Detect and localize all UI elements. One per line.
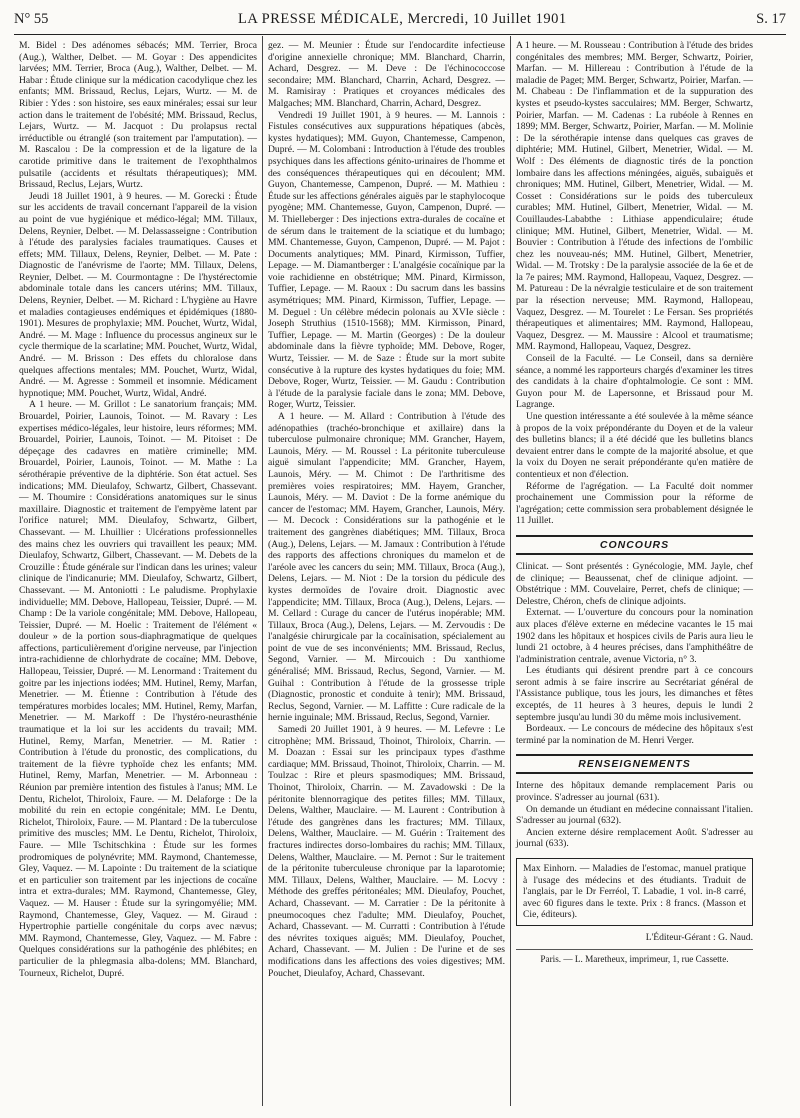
renseignements-heading: RENSEIGNEMENTS — [516, 754, 753, 774]
book-advertisement: Max Einhorn. — Maladies de l'estomac, manuel pratique à l'usage des médecins et des étudiants. Traduit de l'anglais, par le Dr Ferréol, T. Labadie, 1 vol. in-8 carré, avec 60 figures dans le texte. Prix : 8 francs. (Masson et Cie, éditeurs). — [523, 863, 746, 921]
printer-imprint: Paris. — L. Maretheux, imprimeur, 1, rue Cassette. — [516, 949, 753, 964]
classified-ad: Ancien externe désire remplacement Août. S'adresser au journal (633). — [516, 826, 753, 850]
thesis-list-paragraph: gez. — M. Meunier : Étude sur l'endocardite infectieuse d'origine annexielle chronique; MM. Blanchard, Charrin, Achard, Desgrez. — M. Deve : De l'échinococcose secondaire; MM. Blanchard, Charrin, Achard, Desgrez. — M. Ramisiray : Pratiques et croyances médicales des Malgaches; MM. Blanchard, Charrin, Achard, Desgrez. — [268, 40, 505, 109]
classified-ad: Interne des hôpitaux demande remplacement Paris ou province. S'adresser au journal (631). — [516, 780, 753, 804]
page-header — [14, 6, 786, 28]
thesis-list-paragraph: M. Bidel : Des adénomes sébacés; MM. Terrier, Broca (Aug.), Walther, Delbet. — M. Goyar : Des appendicites larvées; MM. Terrier, Broca (Aug.), Walther, Delbet. — M. Habar : Étude clinique sur la médication cacodylique chez les enfants; MM. Brissaud, Reclus, Lejars, Wurtz. — M. de Ribier : Ydes : son histoire, ses eaux minérales; essai sur leur action dans le traitement de l'obésité; MM. Brissaud, Reclus, Lejars, Wurtz. — M. Jacquot : Du prolapsus rectal irréductible ou étranglé (son traitement par l'amputation). — M. Rascalou : De la compression et de la ligature de la carotide primitive dans le traitement de l'exophthalmos pulsatile (accidents et résultats thérapeutiques); MM. Brissaud, Reclus, Lejars, Wurtz. — [19, 40, 257, 191]
page-reference: S. 17 — [756, 11, 786, 27]
column-1 — [14, 36, 262, 1106]
columns — [14, 36, 786, 1106]
thesis-list-paragraph: A 1 heure. — M. Rousseau : Contribution à l'étude des brides congénitales des membres; MM. Berger, Schwartz, Poirier, Marfan. — M. Hillereau : Contribution à l'étude de la maladie de Paget; MM. Berger, Schwartz, Poirier, Marfan. — M. Chabeau : De l'inflammation et de la suppuration des kystes et pseudo-kystes sacculaires; MM. Berger, Schwartz, Poirier, Marfan. — M. Cadenas : La rubéole à Rennes en 1899; MM. Berger, Schwartz, Poirier, Marfan. — M. Molinie : De la sérothérapie intense dans quelques cas graves de diphtérie; MM. Hutinel, Gilbert, Menetrier, Widal. — M. Wolf : Des éléments de diagnostic tirés de la ponction lombaire dans les affections méningées, aiguës, subaiguës et chroniques; MM. Hutinel, Gilbert, Menetrier, Widal. — M. Cosset : Considérations sur le poids des tuberculeux curables; MM. Hutinel, Gilbert, Menetrier, Widal. — M. Couillaudes-Lababthe : Lithiase appendiculaire; étude clinique; MM. Hutinel, Gilbert, Menetrier, Widal. — M. Bouvier : Contribution à l'étude des infections de l'ombilic chez les nouveau-nés; MM. Hutinel, Gilbert, Menetrier, Widal. — M. Trotsky : De la paralysie associée de la 6e et de la 7e paires; MM. Raymond, Hallopeau, Vaquez, Desgrez. — M. Patureau : De la névralgie testiculaire et de son traitement par la résection nerveuse; MM. Raymond, Hallopeau, Vaquez, Desgrez. — M. Tourelet : Le Fersan. Ses propriétés thérapeutiques et alimentaires; MM. Raymond, Hallopeau, Vaquez, Desgrez. — M. Maussire : Alcool et traumatisme; MM. Raymond, Hallopeau, Vaquez, Desgrez. — [516, 40, 753, 353]
concours-heading: CONCOURS — [516, 535, 753, 555]
masthead-title: LA PRESSE MÉDICALE, Mercredi, 10 Juillet 1901 — [237, 11, 567, 27]
concours-paragraph: Externat. — L'ouverture du concours pour la nomination aux places d'élève externe en médecine vacantes le 15 mai 1902 dans les hôpitaux et hospices civils de Paris aura lieu le lundi 21 octobre, à 4 heures précises, dans l'amphithéâtre de l'administration centrale, avenue Victoria, n° 3. — [516, 607, 753, 665]
faculty-council-paragraph: Une question intéressante a été soulevée à la même séance à propos de la voix prépondérante du Doyen et de la valeur des bulletins blancs; il a été décidé que les bulletins blancs devaient entrer dans le compte de la majorité absolue, et que la voix du Doyen ne serait prépondérante qu'en matière de contentieux et non d'élection. — [516, 411, 753, 480]
faculty-council-paragraph: Conseil de la Faculté. — Le Conseil, dans sa dernière séance, a nommé les rapporteurs chargés d'examiner les titres des candidats à la chaire d'ophtalmologie. Ce sont : MM. Guyon pour M. de Lapersonne, et Brissaud pour M. Lagrange. — [516, 353, 753, 411]
classified-ad: On demande un étudiant en médecine connaissant l'italien. S'adresser au journal (632). — [516, 803, 753, 827]
agregation-paragraph: Réforme de l'agrégation. — La Faculté doit nommer prochainement une Commission pour la réforme de l'agrégation; cette commission sera probablement désignée le 11 Juillet. — [516, 480, 753, 527]
concours-paragraph: Bordeaux. — Le concours de médecine des hôpitaux s'est terminé par la nomination de M. Henri Verger. — [516, 723, 753, 746]
concours-paragraph: Clinicat. — Sont présentés : Gynécologie, MM. Jayle, chef de clinique; — Beaussenat, chef de clinique adjoint. — Obstétrique : MM. Couvelaire, Perret, chefs de clinique; — Delestre, Chéron, chefs de clinique adjoints. — [516, 560, 753, 607]
column-2 — [262, 36, 510, 1106]
header-rule — [14, 34, 786, 35]
page-number: N° 55 — [14, 11, 49, 27]
editor-signature: L'Éditeur-Gérant : G. Naud. — [645, 931, 753, 943]
thesis-list-paragraph: A 1 heure. — M. Grillot : Le sanatorium français; MM. Brouardel, Poirier, Launois, Toinot. — M. Ravary : Les expertises médico-légales, leur histoire, leurs réformes; MM. Brouardel, Poirier, Launois, Toinot. — M. Pitoiset : De dépeçage des cadavres en matière criminelle; MM. Brouardel, Poirier, Launois, Toinot. — M. Mathe : La sérothérapie préventive de la diphtérie. Son état actuel. Ses indications; MM. Dieulafoy, Schwartz, Gilbert, Chassevant. — M. Thoumire : Considérations anatomiques sur le sinus maxillaire. Diagnostic et traitement de l'empyème latent par l'orifice naturel; MM. Dieulafoy, Schwartz, Gilbert, Chassevant. — M. Lhuillier : Ulcérations professionnelles des mains chez les ouvriers qui travaillent les peaux; MM. Dieulafoy, Schwartz, Gilbert, Chassevant. — M. Debets de la Crouzille : Étude générale sur l'indican dans les urines; valeur clinique de l'indicanurie; MM. Dieulafoy, Schwartz, Gilbert, Chassevant. — M. Antoniotti : Le paludisme. Prophylaxie individuelle; MM. Debove, Hallopeau, Teissier, Dupré. — M. Champ : De la variole congénitale; MM. Debove, Hallopeau, Teissier, Dupré. — M. Hoelic : Traitement de l'élément « douleur » de la portion sous-diaphragmatique de quelques affections, particulièrement d'origine nerveuse, par l'injection intra-rachidienne de chlorhydrate de cocaïne; MM. Debove, Hallopeau, Teissier, Dupré. — M. Lenormand : Traitement du goitre par les injections iodées; MM. Hutinel, Remy, Marfan, Menetrier. — M. Étienne : Contribution à l'étude des températures morbides locales; MM. Hutinel, Remy, Marfan, Menetrier. — M. Markoff : De l'hystéro-neurasthénie traumatique et la loi sur les accidents du travail; MM. Hutinel, Remy, Marfan, Menetrier. — M. Ratier : Contribution à l'étude du pronostic, des complications, du traitement de la fièvre typhoïde chez les enfants; MM. Hutinel, Remy, Marfan, Menetrier. — M. Arbonneau : Réunion par première intention des fistules à l'anus; MM. Le Dentu, Richelot, Thiroloix, Faure. — M. Delaforge : De la mobilité du rein en ectopie congénitale; MM. Le Dentu, Richelot, Thiroloix, Faure. — M. Plantard : De la tuberculose primitive des muscles; MM. Le Dentu, Richelot, Thiroloix, Faure. — Mlle Tschitschkina : Étude sur les formes prodromiques de polynévrite; MM. Raymond, Chantemesse, Gley, Vaquez. — M. Lapointe : Du traitement de la sciatique et en particulier son traitement par les injections de cocaïne intra et extra-durales; MM. Raymond, Chantemesse, Gley, Vaquez. — M. Hauser : Étude sur la syringomyélie; MM. Raymond, Chantemesse, Gley, Vaquez. — M. Giraud : Hypertrophie partielle congénitale du corps avec nævus; MM. Raymond, Chantemesse, Gley, Vaquez. — M. Fabre : Quelques considérations sur la pathogénie des phlébites; en particulier de la phlegmasia alba-dolens; MM. Blanchard, Tourneux, Richelot, Dupré. — [19, 399, 257, 979]
thesis-list-paragraph: Samedi 20 Juillet 1901, à 9 heures. — M. Lefevre : Le citrophène; MM. Brissaud, Thoinot, Thiroloix, Charrin. — M. Doazan : Essai sur les principaux types d'asthme cardiaque; MM. Brissaud, Thoinot, Thiroloix, Charrin. — M. Toulzac : Rire et pleurs spasmodiques; MM. Brissaud, Thoinot, Thiroloix, Charrin. — M. Zavadowski : De la péritonite blennorragique des petites filles; MM. Tillaux, Delens, Walther, Mauclaire. — M. Laurent : Contribution à l'étude des gangrènes dans les fractures; MM. Tillaux, Delens, Walther, Mauclaire. — M. Guérin : Traitement des fractures indirectes dorso-lombaires du rachis; MM. Tillaux, Delens, Walther, Mauclaire. — M. Pernot : Sur le traitement de la péritonite tuberculeuse chronique par la laparotomie; MM. Tillaux, Delens, Walther, Mauclaire. — M. Locvy : Méthode des greffes péritonéales; MM. Dieulafoy, Pouchet, Achard, Chassevant. — M. Carratier : De la péritonite à pneumocoques chez l'adulte; MM. Dieulafoy, Pouchet, Achard, Chassevant. — M. Curratti : Contribution à l'étude des névrites toxiques aiguës; MM. Dieulafoy, Pouchet, Achard, Chassevant. — M. Julien : De l'urine et de ses modifications dans les affections des voies digestives; MM. Pouchet, Dieulafoy, Achard, Chassevant. — [268, 724, 505, 979]
concours-paragraph: Les étudiants qui désirent prendre part à ce concours seront admis à se faire inscrire au Secrétariat général de l'Assistance publique, tous les jours, les dimanches et fêtes exceptés, de 11 heures à 3 heures, depuis le lundi 2 septembre jusqu'au lundi 30 du même mois inclusivement. — [516, 665, 753, 723]
thesis-list-paragraph: Jeudi 18 Juillet 1901, à 9 heures. — M. Gorecki : Étude sur les accidents de travail concernant l'appareil de la vision au point de vue hygiénique et médico-légal; MM. Tillaux, Delens, Reynier, Delbet. — M. Delassasseigne : Contribution à l'étude des paralysies faciales traumatiques. Causes et effets; MM. Tillaux, Delens, Reynier, Delbet. — M. Pate : Diagnostic de l'anévrisme de l'aorte; MM. Tillaux, Delens, Reynier, Delbet. — M. Courmontagne : De l'hystérectomie abdominale totale dans les cancers utérins; MM. Tillaux, Delens, Reynier, Delbet. — M. Richard : L'hygiène au Havre et maladies contagieuses endémiques et épidémiques (1880-1901). Mesures de prophylaxie; MM. Pouchet, Wurtz, Widal, André. — M. Mage : Influence du processus angineux sur le cycle thermique de la scarlatine; MM. Pouchet, Wurtz, Widal, André. — M. Brisson : Des effets du chloralose dans quelques affections mentales; MM. Pouchet, Wurtz, Widal, André. — M. Agresse : Sommeil et insomnie. Médicament hypnotique; MM. Pouchet, Wurtz, Widal, André. — [19, 190, 257, 399]
column-3 — [510, 36, 758, 1106]
thesis-list-paragraph: A 1 heure. — M. Allard : Contribution à l'étude des adénopathies (trachéo-bronchique et axillaire) dans la tuberculose pulmonaire chronique; MM. Grancher, Hayem, Launois, Méry. — M. Roussel : La péritonite tuberculeuse aiguë simulant l'appendicite; MM. Grancher, Hayem, Launois, Méry. — M. Chimot : De l'arthritisme des premières voies respiratoires; MM. Hayem, Grancher, Launois, Méry. — M. Daviot : De la forme anémique du cancer de l'estomac; MM. Hayem, Grancher, Launois, Méry. — M. Decock : Considérations sur la pathogénie et le traitement des gangrènes diabétiques; MM. Tillaux, Broca (Aug.), Delens, Lejars. — M. Jamaux : Contribution à l'étude des rapports des affections chroniques du mamelon et de l'aréole avec les cancers du sein; MM. Tillaux, Broca (Aug.), Delens, Lejars. — M. Niot : De la torsion du pédicule des kystes dermoïdes de l'ovaire droit. Diagnostic avec l'appendicite; MM. Tillaux, Broca (Aug.), Delens, Lejars. — M. Cellard : Curage du cancer de l'utérus inopérable; MM. Tillaux, Broca (Aug.), Delens, Lejars. — M. Zervoudis : De l'analgésie chirurgicale par la cocaïnisation, spécialement au point de vue de ses inconvénients; MM. Brissaud, Reclus, Segond, Varnier. — M. Mircouich : Du xanthiome généralisé; MM. Brissaud, Reclus, Segond, Varnier. — M. Guihal : Contribution à l'étude de la grossesse triple (Diagnostic, pronostic et conduite à tenir); MM. Brissaud, Reclus, Segond, Varnier. — M. Laffitte : Cure radicale de la hernie inguinale; MM. Brissaud, Reclus, Segond, Varnier. — [268, 411, 505, 724]
book-advertisement-box — [516, 858, 753, 926]
thesis-list-paragraph: Vendredi 19 Juillet 1901, à 9 heures. — M. Lannois : Fistules consécutives aux suppurations hépatiques (abcès, kystes hydatiques); MM. Guyon, Chantemesse, Campenon, Dupré. — M. Colombani : Introduction à l'étude des troubles psychiques dans les affections génito-urinaires de l'homme et des conséquences thérapeutiques qui en découlent; MM. Guyon, Chantemesse, Campenon, Dupré. — M. Mathieu : Étude sur les affections générales aiguës par le staphylocoque pyogène; MM. Chantemesse, Guyon, Campenon, Dupré. — M. Thielleberger : Des injections extra-durales de cocaïne et de sérum dans le traitement de la sciatique et du lumbago; MM. Chantemesse, Guyon, Campenon, Dupré. — M. Pajot : Documents analytiques; MM. Pinard, Kirmisson, Tuffier, Lepage. — M. Diamantberger : L'analgésie cocaïnique par la voie rachidienne en obstétrique; MM. Pinard, Kirmisson, Tuffier, Lepage. — M. Raoux : Du sacrum dans les bassins asymétriques; MM. Pinard, Kirmisson, Tuffier, Lepage. — M. Deguel : Un célèbre médecin polonais au XVIe siècle : Joseph Struthius (1510-1568); MM. Kirmisson, Pinard, Tuffier, Lepage. — M. Martin (Georges) : De la douleur abdominale dans la fièvre typhoïde; MM. Debove, Roger, Wurtz, Teissier. — M. de Saze : Étude sur la mort subite consécutive à la rupture des kystes hydatiques du foie; MM. Debove, Roger, Wurtz, Teissier. — M. Gaudu : Contribution à l'étude de la paralysie faciale dans le zona; MM. Debove, Roger, Wurtz, Teissier. — [268, 109, 505, 411]
